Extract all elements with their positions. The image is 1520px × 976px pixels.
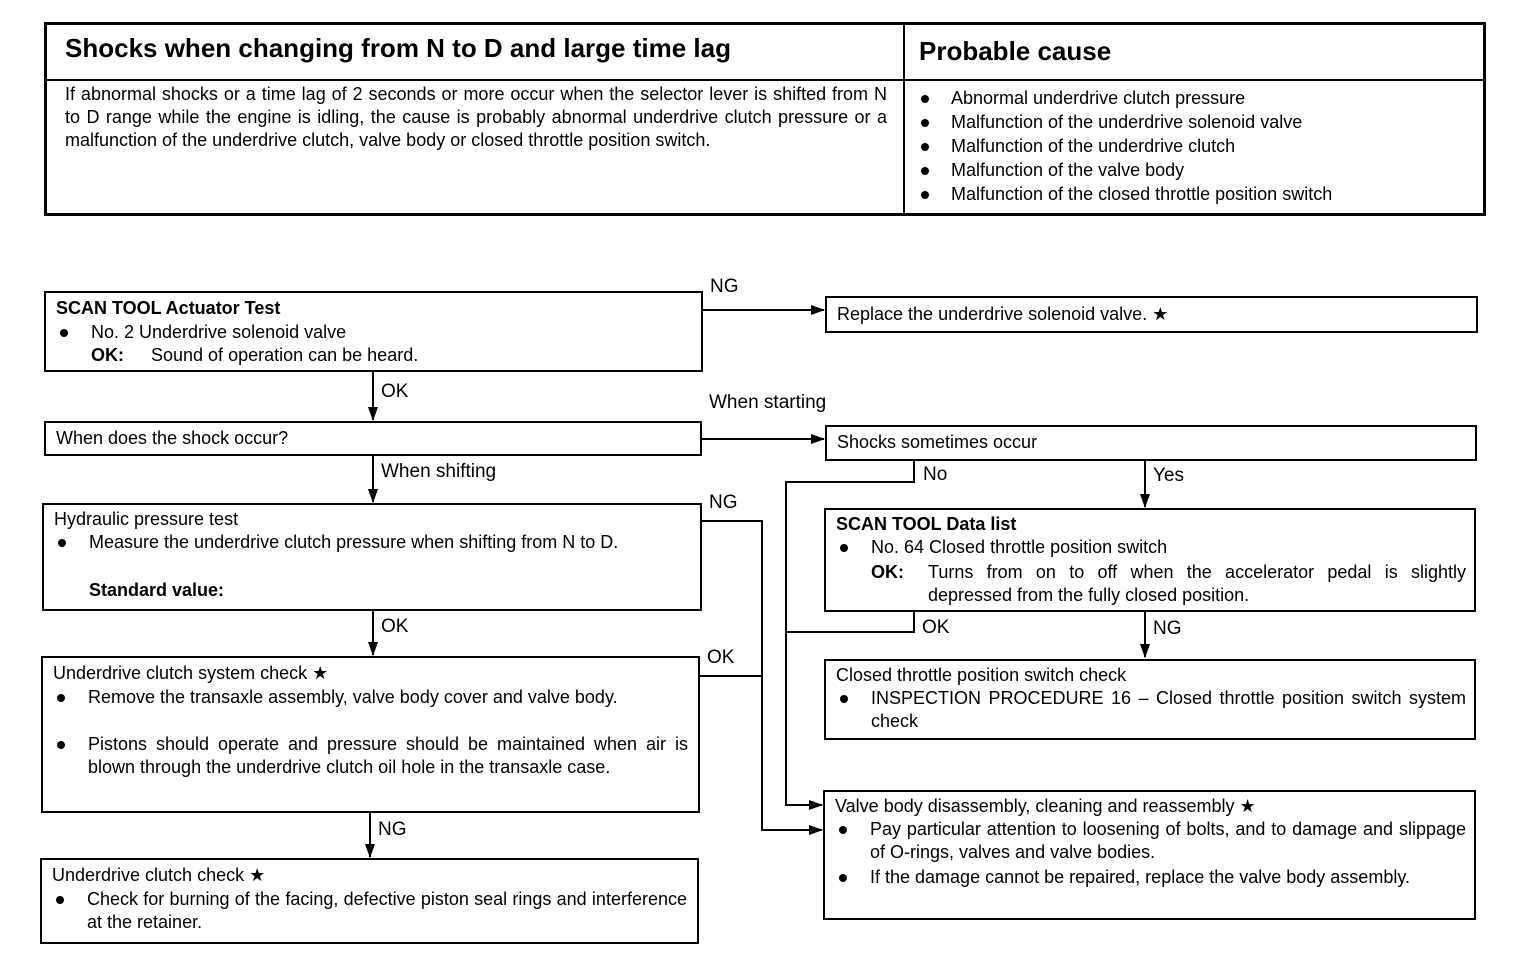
data-list-ok-text: Turns from on to off when the accelerator pedal is slightly depressed from the fully closed position.	[928, 562, 1466, 605]
system-check-box	[41, 656, 700, 813]
standard-value-label: Standard value:	[89, 580, 225, 600]
cause-item: Malfunction of the closed throttle position switch	[917, 183, 1477, 207]
valve-body-title: Valve body disassembly, cleaning and reassembly ★	[835, 796, 1256, 816]
valve-body-item: Pay particular attention to loosening of bolts, and to damage and slippage of O-rings, valves and valve bodies.	[870, 819, 1466, 862]
system-check-item: Pistons should operate and pressure should be maintained when air is blown through the underdrive clutch oil hole in the transaxle case.	[88, 734, 688, 777]
system-check-item: Remove the transaxle assembly, valve body cover and valve body.	[88, 687, 618, 707]
clutch-check-box	[40, 858, 699, 944]
label-no: No	[923, 464, 948, 485]
cause-item: Malfunction of the underdrive solenoid valve	[917, 111, 1477, 135]
data-list-title: SCAN TOOL Data list	[836, 514, 1017, 534]
hydraulic-test-box	[42, 503, 702, 611]
label-ng-actuator: NG	[710, 276, 739, 297]
hydraulic-test-title: Hydraulic pressure test	[54, 509, 239, 529]
data-list-box	[824, 508, 1476, 612]
valve-body-item: If the damage cannot be repaired, replace the valve body assembly.	[870, 867, 1410, 887]
symptom-description: If abnormal shocks or a time lag of 2 seconds or more occur when the selector lever is shifted from N to D range while the engine is idling, the cause is probably abnormal underdrive clutch pressure or a malfunction of the underdrive clutch, valve body or closed throttle position switch.	[65, 84, 887, 150]
when-shock-box	[44, 421, 702, 456]
data-list-item: No. 64 Closed throttle position switch	[871, 537, 1168, 557]
shocks-sometimes-text: Shocks sometimes occur	[837, 432, 1038, 452]
throttle-check-item: INSPECTION PROCEDURE 16 – Closed throttle position switch system check	[871, 688, 1466, 731]
cause-item: Malfunction of the underdrive clutch	[917, 135, 1477, 159]
label-ng-hydraulic: NG	[709, 492, 738, 513]
shocks-sometimes-box	[825, 425, 1477, 461]
cause-item: Malfunction of the valve body	[917, 159, 1477, 183]
label-ok-system: OK	[707, 647, 735, 668]
line-datalist-ok	[786, 612, 914, 632]
label-ok-actuator: OK	[381, 381, 409, 402]
data-list-ok-label: OK:	[871, 562, 904, 582]
actuator-test-item: No. 2 Underdrive solenoid valve	[91, 322, 347, 342]
label-when-shifting: When shifting	[381, 461, 497, 482]
when-shock-question: When does the shock occur?	[56, 428, 289, 448]
label-ok-datalist: OK	[922, 617, 950, 638]
label-ng-system: NG	[378, 819, 407, 840]
label-ng-datalist: NG	[1153, 618, 1182, 639]
actuator-ok-text: Sound of operation can be heard.	[151, 345, 419, 365]
replace-solenoid-text: Replace the underdrive solenoid valve. ★	[837, 304, 1169, 324]
throttle-check-box	[824, 659, 1476, 740]
label-when-starting: When starting	[709, 392, 827, 413]
replace-solenoid-box	[825, 296, 1478, 333]
label-ok-hydraulic: OK	[381, 616, 409, 637]
clutch-check-item: Check for burning of the facing, defective piston seal rings and interference at the retainer.	[87, 889, 687, 932]
actuator-ok-label: OK:	[91, 345, 124, 365]
label-yes: Yes	[1153, 465, 1184, 486]
hydraulic-test-item: Measure the underdrive clutch pressure when shifting from N to D.	[89, 532, 619, 552]
system-check-title: Underdrive clutch system check ★	[53, 663, 329, 683]
probable-cause-title: Probable cause	[919, 36, 1112, 66]
valve-body-box	[823, 790, 1476, 920]
symptom-title: Shocks when changing from N to D and large time lag	[65, 33, 731, 63]
actuator-test-title: SCAN TOOL Actuator Test	[56, 298, 281, 318]
throttle-check-title: Closed throttle position switch check	[836, 665, 1127, 685]
actuator-test-box	[44, 291, 703, 372]
cause-item: Abnormal underdrive clutch pressure	[917, 87, 1477, 111]
clutch-check-title: Underdrive clutch check ★	[52, 865, 266, 885]
